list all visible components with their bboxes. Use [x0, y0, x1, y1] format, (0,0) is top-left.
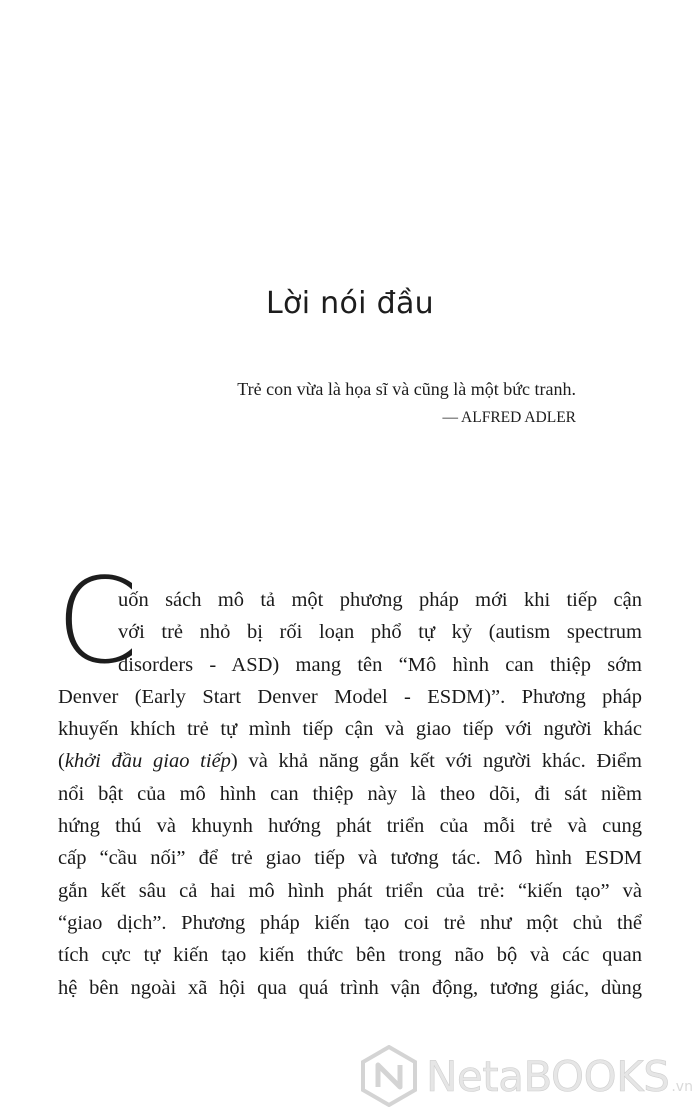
line-rest: ) và khả năng gắn kết với người khác. Điểm [230, 750, 642, 773]
epigraph-quote: Trẻ con vừa là họa sĩ và cũng là một bức tranh. [237, 379, 576, 399]
paragraph-line: disorders - ASD) mang tên “Mô hình can thiệp sớm [118, 653, 642, 676]
paragraph-line [58, 745, 642, 777]
paragraph-line: nổi bật của mô hình can thiệp này là theo dõi, đi sát niềm [58, 782, 642, 805]
paragraph-line: uốn sách mô tả một phương pháp mới khi tiếp cận [118, 589, 642, 611]
body-paragraph [58, 584, 642, 1004]
paragraph-line: tích cực tự kiến tạo kiến thức bên trong não bộ và các quan [58, 944, 642, 967]
watermark [358, 1043, 693, 1109]
paragraph-line: với trẻ nhỏ bị rối loạn phổ tự kỷ (autism spectrum [118, 621, 642, 644]
epigraph-author: — ALFRED ADLER [442, 409, 576, 426]
drop-cap: C [56, 552, 139, 690]
paragraph-line: “giao dịch”. Phương pháp kiến tạo coi trẻ như một chủ thể [58, 911, 642, 934]
watermark-tld: .vn [671, 1079, 693, 1095]
paragraph-line: khuyến khích trẻ tự mình tiếp cận và giao tiếp với người khác [58, 718, 642, 741]
paren-open: ( [58, 750, 65, 773]
paragraph-line: gắn kết sâu cả hai mô hình phát triển của trẻ: “kiến tạo” và [58, 879, 642, 902]
watermark-brand: NetaBOOKS [426, 1051, 670, 1101]
paragraph-line: cấp “cầu nối” để trẻ giao tiếp và tương tác. Mô hình ESDM [58, 847, 642, 870]
epigraph [237, 376, 576, 431]
paragraph-line: hứng thú và khuynh hướng phát triển của mỗi trẻ và cung [58, 815, 642, 838]
netabooks-logo-icon [358, 1045, 420, 1107]
paragraph-line: Denver (Early Start Denver Model - ESDM)”. Phương pháp [58, 685, 642, 708]
paragraph-line: hệ bên ngoài xã hội qua quá trình vận động, tương giác, dùng [58, 976, 642, 999]
chapter-title: Lời nói đầu [266, 286, 434, 321]
italic-term: khởi đầu giao tiếp [64, 750, 231, 773]
